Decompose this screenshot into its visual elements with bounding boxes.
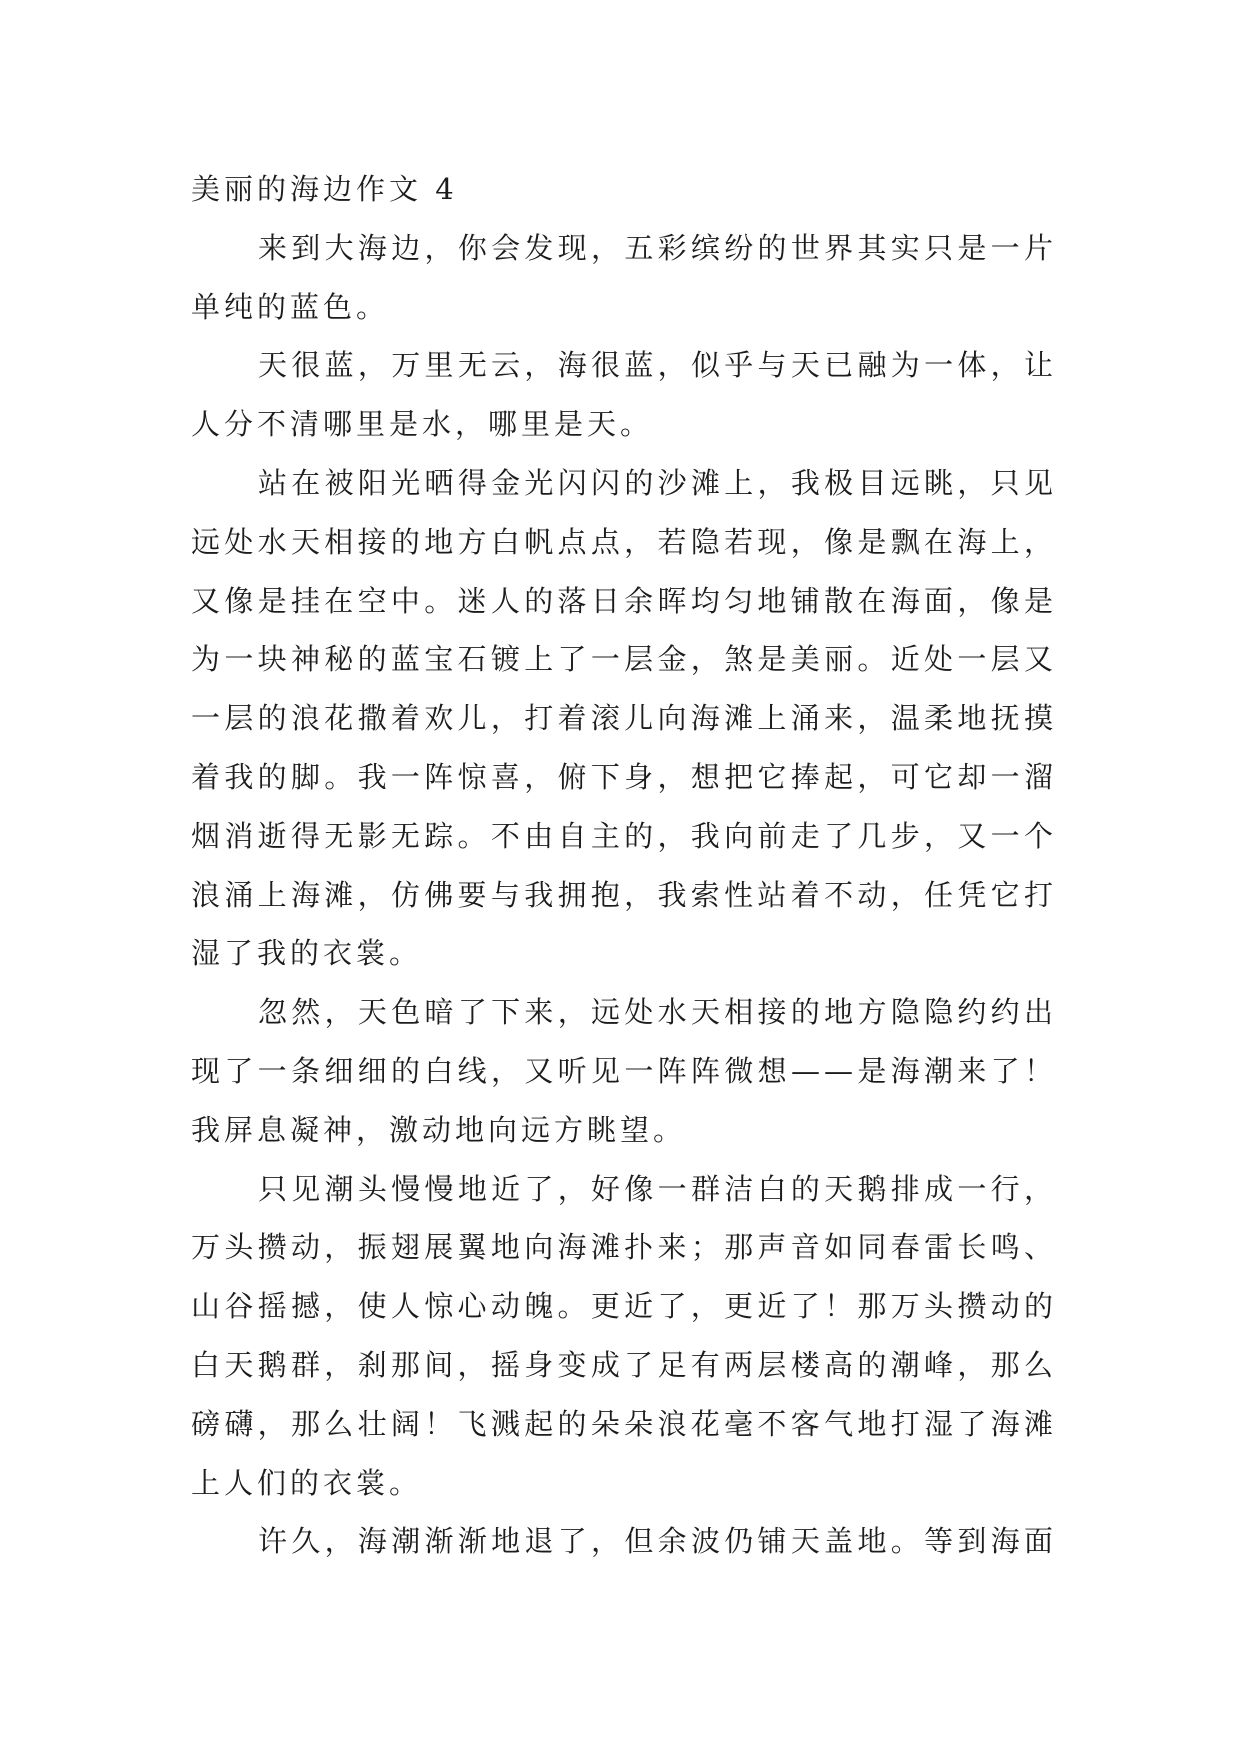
- paragraph-line: 烟消逝得无影无踪。不由自主的，我向前走了几步，又一个: [191, 818, 1057, 853]
- paragraph-line: 只见潮头慢慢地近了，好像一群洁白的天鹅排成一行，: [258, 1171, 1057, 1206]
- paragraph-line: 白天鹅群，刹那间，摇身变成了足有两层楼高的潮峰，那么: [191, 1347, 1057, 1382]
- paragraph-line: 现了一条细细的白线，又听见一阵阵微想——是海潮来了！: [191, 1053, 1057, 1088]
- paragraph-line: 浪涌上海滩，仿佛要与我拥抱，我索性站着不动，任凭它打: [191, 877, 1057, 912]
- paragraph-line: 忽然，天色暗了下来，远处水天相接的地方隐隐约约出: [258, 995, 1057, 1030]
- paragraph-line: 我屏息凝神，激动地向远方眺望。: [191, 1112, 687, 1147]
- paragraph-line: 人分不清哪里是水，哪里是天。: [191, 407, 654, 442]
- paragraph-line: 湿了我的衣裳。: [191, 936, 423, 971]
- paragraph-line: 一层的浪花撒着欢儿，打着滚儿向海滩上涌来，温柔地抚摸: [191, 701, 1057, 736]
- paragraph-line: 又像是挂在空中。迷人的落日余晖均匀地铺散在海面，像是: [191, 583, 1057, 618]
- paragraph-line: 为一块神秘的蓝宝石镀上了一层金，煞是美丽。近处一层又: [191, 642, 1057, 677]
- paragraph-line: 许久，海潮渐渐地退了，但余波仍铺天盖地。等到海面: [258, 1524, 1057, 1559]
- paragraph-line: 磅礴，那么壮阔！飞溅起的朵朵浪花毫不客气地打湿了海滩: [191, 1406, 1057, 1441]
- paragraph-line: 来到大海边，你会发现，五彩缤纷的世界其实只是一片: [258, 230, 1057, 265]
- paragraph-line: 万头攒动，振翅展翼地向海滩扑来；那声音如同春雷长鸣、: [191, 1230, 1057, 1265]
- paragraph: [191, 1512, 1057, 1571]
- paragraph-line: 站在被阳光晒得金光闪闪的沙滩上，我极目远眺，只见: [258, 465, 1057, 500]
- paragraph-line: 山谷摇撼，使人惊心动魄。更近了，更近了！那万头攒动的: [191, 1289, 1057, 1324]
- paragraph: [191, 983, 1057, 1159]
- paragraph-line: 着我的脚。我一阵惊喜，俯下身，想把它捧起，可它却一溜: [191, 759, 1057, 794]
- paragraph: [191, 1160, 1057, 1513]
- paragraph-line: 远处水天相接的地方白帆点点，若隐若现，像是飘在海上，: [191, 524, 1057, 559]
- paragraph: [191, 336, 1057, 454]
- paragraph-line: 上人们的衣裳。: [191, 1465, 423, 1500]
- paragraph: [191, 219, 1057, 337]
- paragraph: [191, 454, 1057, 983]
- paragraph-line: 天很蓝，万里无云，海很蓝，似乎与天已融为一体，让: [258, 348, 1057, 383]
- paragraph-line: 单纯的蓝色。: [191, 289, 390, 324]
- document-body: [191, 160, 1057, 1571]
- document-title: 美丽的海边作文 4: [191, 172, 458, 206]
